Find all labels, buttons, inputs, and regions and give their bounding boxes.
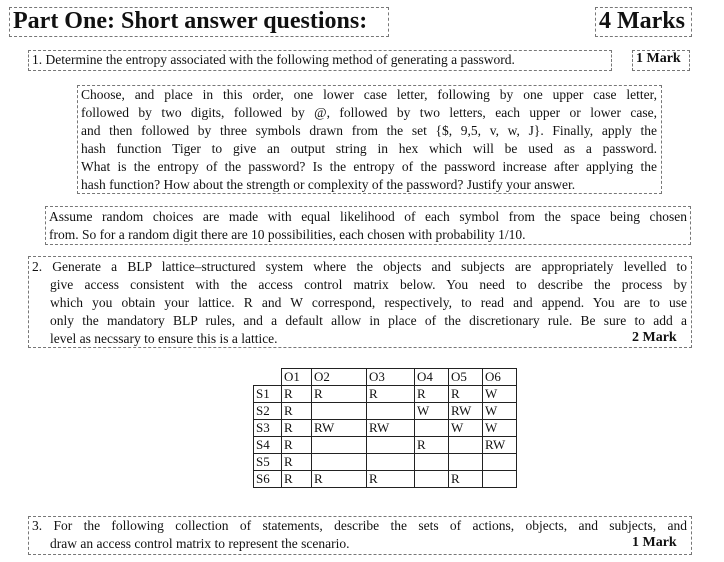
matrix-cell: R: [312, 471, 367, 488]
matrix-cell: RW: [449, 403, 483, 420]
matrix-object-header: O2: [312, 369, 367, 386]
matrix-cell: W: [483, 420, 517, 437]
matrix-cell: [312, 454, 367, 471]
matrix-cell: R: [312, 386, 367, 403]
matrix-row: [254, 420, 517, 437]
matrix-corner: [254, 369, 282, 386]
matrix-cell: R: [282, 386, 312, 403]
q3-marks: 1 Mark: [632, 535, 677, 550]
matrix-object-header: O1: [282, 369, 312, 386]
matrix-subject: S5: [254, 454, 282, 471]
matrix-subject: S4: [254, 437, 282, 454]
matrix-header-row: [254, 369, 517, 386]
matrix-cell: [367, 454, 415, 471]
matrix-row: [254, 386, 517, 403]
q2-line: give access consistent with the access control matrix below. You need to describe the process by: [50, 277, 687, 292]
matrix-cell: R: [415, 386, 449, 403]
q1-quote-line: hash function Tiger to give an output string in hex which will be used as a password.: [81, 141, 657, 156]
matrix-object-header: O5: [449, 369, 483, 386]
matrix-cell: [483, 454, 517, 471]
matrix-cell: RW: [483, 437, 517, 454]
matrix-cell: [415, 471, 449, 488]
access-control-matrix: [253, 368, 517, 488]
matrix-cell: R: [282, 420, 312, 437]
matrix-cell: R: [282, 454, 312, 471]
q1-quote-line: followed by two digits, followed by @, followed by two letters, each upper or lower case,: [81, 105, 657, 120]
matrix-cell: [483, 471, 517, 488]
matrix-subject: S6: [254, 471, 282, 488]
matrix-row: [254, 403, 517, 420]
matrix-cell: [312, 437, 367, 454]
q1-quote-line: What is the entropy of the password? Is the entropy of the password increase after applying the: [81, 159, 657, 174]
q1-prompt: 1. Determine the entropy associated with the following method of generating a password.: [32, 52, 515, 67]
matrix-cell: R: [367, 471, 415, 488]
matrix-cell: [312, 403, 367, 420]
matrix-cell: RW: [312, 420, 367, 437]
q2-marks: 2 Mark: [632, 330, 677, 345]
matrix-object-header: O3: [367, 369, 415, 386]
q3-line: draw an access control matrix to represent the scenario.: [50, 536, 350, 551]
q1-note-line: Assume random choices are made with equal likelihood of each symbol from the space being chosen: [49, 209, 687, 224]
q3-line: 3. For the following collection of statements, describe the sets of actions, objects, and subjects, and: [32, 518, 687, 533]
q1-note-line: from. So for a random digit there are 10 possibilities, each chosen with probability 1/10.: [49, 227, 526, 242]
matrix-subject: S2: [254, 403, 282, 420]
matrix-object-header: O6: [483, 369, 517, 386]
matrix-row: [254, 454, 517, 471]
matrix-cell: RW: [367, 420, 415, 437]
header-marks: 4 Marks: [599, 8, 685, 34]
matrix-cell: [449, 454, 483, 471]
matrix-row: [254, 437, 517, 454]
matrix-cell: [449, 437, 483, 454]
matrix-cell: R: [282, 471, 312, 488]
q1-quote-line: and then followed by three symbols drawn from the set {$, 9,5, v, w, J}. Finally, apply the: [81, 123, 657, 138]
matrix-cell: W: [449, 420, 483, 437]
matrix-cell: [415, 454, 449, 471]
matrix-object-header: O4: [415, 369, 449, 386]
q2-line: level as necssary to ensure this is a lattice.: [50, 331, 278, 346]
q1-quote-line: Choose, and place in this order, one lower case letter, following by one upper case letter,: [81, 87, 657, 102]
matrix-cell: [367, 403, 415, 420]
q1-quote-line: hash function? How about the strength or complexity of the password? Justify your answer.: [81, 177, 576, 192]
matrix-cell: [367, 437, 415, 454]
matrix-cell: R: [367, 386, 415, 403]
matrix-cell: R: [449, 386, 483, 403]
matrix-cell: W: [483, 386, 517, 403]
q2-line: only the mandatory BLP rules, and a default allow in place of the discretionary rule. Be sure to add a: [50, 313, 687, 328]
q2-line: which you obtain your lattice. R and W correspond, respectively, to read and append. You are to use: [50, 295, 687, 310]
q1-marks: 1 Mark: [636, 51, 681, 66]
matrix-cell: R: [449, 471, 483, 488]
matrix-subject: S1: [254, 386, 282, 403]
q2-line: 2. Generate a BLP lattice–structured system where the objects and subjects are appropriately levelled to: [32, 259, 687, 274]
page-title: Part One: Short answer questions:: [13, 8, 368, 34]
matrix-cell: R: [282, 403, 312, 420]
matrix-cell: [415, 420, 449, 437]
matrix-cell: W: [415, 403, 449, 420]
matrix-cell: R: [415, 437, 449, 454]
matrix-cell: W: [483, 403, 517, 420]
matrix-row: [254, 471, 517, 488]
matrix-cell: R: [282, 437, 312, 454]
matrix-subject: S3: [254, 420, 282, 437]
